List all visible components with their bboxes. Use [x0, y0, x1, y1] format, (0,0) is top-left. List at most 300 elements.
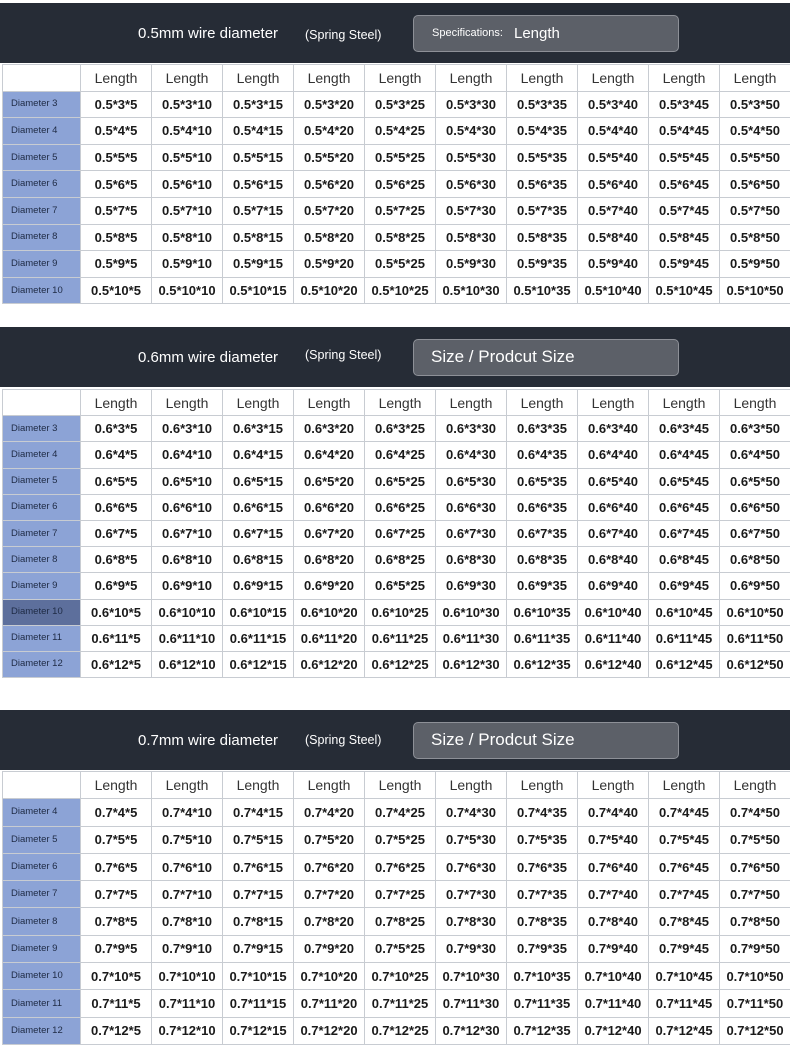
table-row: [3, 1017, 790, 1044]
size-cell: 0.6*6*20: [294, 494, 365, 520]
size-cell: 0.5*9*45: [649, 251, 720, 278]
size-cell: 0.7*6*25: [365, 853, 436, 880]
size-cell: 0.7*9*10: [152, 935, 223, 962]
size-table: [2, 64, 790, 304]
size-cell: 0.5*4*20: [294, 118, 365, 145]
size-cell: 0.6*4*5: [81, 442, 152, 468]
size-cell: 0.6*11*20: [294, 625, 365, 651]
spec-box-value: Size / Prodcut Size: [431, 347, 575, 366]
section-title: 0.7mm wire diameter: [138, 732, 279, 749]
size-cell: 0.7*9*45: [649, 935, 720, 962]
size-cell: 0.7*8*10: [152, 908, 223, 935]
size-cell: 0.7*10*30: [436, 963, 507, 990]
size-cell: 0.5*10*40: [578, 277, 649, 304]
size-cell: 0.5*5*45: [649, 144, 720, 171]
spec-box-value: Size / Prodcut Size: [431, 730, 575, 749]
size-cell: 0.6*8*30: [436, 547, 507, 573]
size-cell: 0.6*7*20: [294, 520, 365, 546]
row-label: Diameter 4: [3, 118, 81, 145]
size-cell: 0.7*9*35: [507, 935, 578, 962]
size-cell: 0.5*5*20: [294, 144, 365, 171]
size-cell: 0.6*10*35: [507, 599, 578, 625]
size-cell: 0.5*7*50: [720, 197, 790, 224]
size-cell: 0.5*6*45: [649, 171, 720, 198]
section-title: 0.6mm wire diameter: [138, 349, 279, 366]
column-header: Length: [365, 772, 436, 799]
table-row: [3, 651, 790, 677]
column-header: Length: [578, 390, 649, 416]
spec-box: [413, 722, 679, 759]
size-cell: 0.6*7*30: [436, 520, 507, 546]
size-cell: 0.6*6*10: [152, 494, 223, 520]
size-cell: 0.5*9*35: [507, 251, 578, 278]
size-cell: 0.5*4*5: [81, 118, 152, 145]
table-row: [3, 468, 790, 494]
row-label: Diameter 9: [3, 935, 81, 962]
column-header: Length: [294, 65, 365, 92]
size-cell: 0.6*5*5: [81, 468, 152, 494]
size-cell: 0.7*6*5: [81, 853, 152, 880]
size-cell: 0.6*4*25: [365, 442, 436, 468]
size-cell: 0.5*3*45: [649, 91, 720, 118]
section-title: 0.5mm wire diameter: [138, 25, 279, 42]
column-header: Length: [507, 772, 578, 799]
table-row: [3, 494, 790, 520]
size-cell: 0.6*10*20: [294, 599, 365, 625]
size-cell: 0.7*6*35: [507, 853, 578, 880]
size-cell: 0.7*7*15: [223, 881, 294, 908]
size-cell: 0.7*4*20: [294, 799, 365, 826]
size-cell: 0.7*4*15: [223, 799, 294, 826]
size-cell: 0.7*12*10: [152, 1017, 223, 1044]
size-cell: 0.6*3*45: [649, 416, 720, 442]
size-cell: 0.6*5*45: [649, 468, 720, 494]
column-header: Length: [81, 772, 152, 799]
size-cell: 0.5*9*5: [81, 251, 152, 278]
size-cell: 0.7*8*35: [507, 908, 578, 935]
table-row: [3, 990, 790, 1017]
size-cell: 0.6*9*5: [81, 573, 152, 599]
size-cell: 0.6*3*10: [152, 416, 223, 442]
size-cell: 0.7*11*40: [578, 990, 649, 1017]
size-cell: 0.7*10*25: [365, 963, 436, 990]
size-cell: 0.6*10*10: [152, 599, 223, 625]
table-row: [3, 91, 790, 118]
table-row: [3, 625, 790, 651]
size-cell: 0.6*3*35: [507, 416, 578, 442]
header-row: [3, 65, 790, 92]
size-cell: 0.5*6*15: [223, 171, 294, 198]
size-cell: 0.5*8*50: [720, 224, 790, 251]
size-cell: 0.5*6*40: [578, 171, 649, 198]
column-header: Length: [720, 390, 790, 416]
material-label: (Spring Steel): [305, 348, 382, 362]
size-cell: 0.7*11*30: [436, 990, 507, 1017]
size-cell: 0.6*12*30: [436, 651, 507, 677]
row-label: Diameter 6: [3, 171, 81, 198]
row-label: Diameter 8: [3, 224, 81, 251]
size-cell: 0.6*7*50: [720, 520, 790, 546]
size-cell: 0.6*3*40: [578, 416, 649, 442]
size-cell: 0.6*7*45: [649, 520, 720, 546]
size-cell: 0.7*11*45: [649, 990, 720, 1017]
corner-cell: [3, 65, 81, 92]
row-label: Diameter 7: [3, 197, 81, 224]
table-row: [3, 547, 790, 573]
size-cell: 0.7*12*45: [649, 1017, 720, 1044]
size-cell: 0.7*7*30: [436, 881, 507, 908]
row-label: Diameter 10: [3, 963, 81, 990]
size-cell: 0.5*9*30: [436, 251, 507, 278]
size-cell: 0.5*7*45: [649, 197, 720, 224]
table-row: [3, 442, 790, 468]
size-cell: 0.7*5*10: [152, 826, 223, 853]
column-header: Length: [649, 390, 720, 416]
row-label: Diameter 9: [3, 251, 81, 278]
size-cell: 0.6*11*35: [507, 625, 578, 651]
size-cell: 0.7*6*15: [223, 853, 294, 880]
size-cell: 0.6*12*40: [578, 651, 649, 677]
size-cell: 0.7*12*40: [578, 1017, 649, 1044]
table-row: [3, 573, 790, 599]
size-cell: 0.7*11*35: [507, 990, 578, 1017]
size-cell: 0.6*3*25: [365, 416, 436, 442]
table-row: [3, 963, 790, 990]
row-label: Diameter 10: [3, 599, 81, 625]
size-cell: 0.7*12*35: [507, 1017, 578, 1044]
size-cell: 0.5*4*30: [436, 118, 507, 145]
size-cell: 0.6*9*50: [720, 573, 790, 599]
size-cell: 0.7*7*45: [649, 881, 720, 908]
size-cell: 0.5*8*30: [436, 224, 507, 251]
size-cell: 0.6*11*30: [436, 625, 507, 651]
size-cell: 0.6*5*25: [365, 468, 436, 494]
size-cell: 0.7*5*40: [578, 826, 649, 853]
size-cell: 0.5*5*30: [436, 144, 507, 171]
column-header: Length: [294, 772, 365, 799]
size-cell: 0.5*8*35: [507, 224, 578, 251]
size-cell: 0.6*11*25: [365, 625, 436, 651]
size-cell: 0.5*6*20: [294, 171, 365, 198]
size-cell: 0.7*8*45: [649, 908, 720, 935]
size-cell: 0.7*5*30: [436, 826, 507, 853]
size-cell: 0.7*10*45: [649, 963, 720, 990]
size-cell: 0.6*12*45: [649, 651, 720, 677]
size-cell: 0.6*10*5: [81, 599, 152, 625]
size-cell: 0.7*10*50: [720, 963, 790, 990]
size-cell: 0.7*5*45: [649, 826, 720, 853]
size-cell: 0.7*7*40: [578, 881, 649, 908]
size-cell: 0.7*7*5: [81, 881, 152, 908]
size-cell: 0.6*3*15: [223, 416, 294, 442]
table-row: [3, 908, 790, 935]
size-cell: 0.7*12*15: [223, 1017, 294, 1044]
size-cell: 0.6*10*40: [578, 599, 649, 625]
size-cell: 0.6*8*20: [294, 547, 365, 573]
corner-cell: [3, 772, 81, 799]
size-cell: 0.7*12*5: [81, 1017, 152, 1044]
table-row: [3, 277, 790, 304]
row-label: Diameter 11: [3, 625, 81, 651]
row-label: Diameter 4: [3, 442, 81, 468]
size-cell: 0.6*8*40: [578, 547, 649, 573]
size-cell: 0.6*11*5: [81, 625, 152, 651]
size-cell: 0.5*9*40: [578, 251, 649, 278]
size-cell: 0.5*7*35: [507, 197, 578, 224]
size-cell: 0.5*7*20: [294, 197, 365, 224]
size-cell: 0.7*5*25: [365, 935, 436, 962]
size-cell: 0.6*6*5: [81, 494, 152, 520]
size-cell: 0.7*4*40: [578, 799, 649, 826]
table-row: [3, 520, 790, 546]
table-row: [3, 881, 790, 908]
size-table: [2, 389, 790, 678]
size-cell: 0.7*4*5: [81, 799, 152, 826]
size-cell: 0.6*10*45: [649, 599, 720, 625]
column-header: Length: [81, 65, 152, 92]
size-cell: 0.5*3*25: [365, 91, 436, 118]
column-header: Length: [720, 772, 790, 799]
size-cell: 0.5*4*40: [578, 118, 649, 145]
table-row: [3, 826, 790, 853]
size-cell: 0.5*3*30: [436, 91, 507, 118]
size-cell: 0.5*3*20: [294, 91, 365, 118]
size-cell: 0.5*9*15: [223, 251, 294, 278]
row-label: Diameter 3: [3, 91, 81, 118]
column-header: Length: [649, 65, 720, 92]
size-cell: 0.6*9*10: [152, 573, 223, 599]
size-cell: 0.5*9*50: [720, 251, 790, 278]
size-cell: 0.6*8*45: [649, 547, 720, 573]
size-cell: 0.6*10*15: [223, 599, 294, 625]
size-cell: 0.7*4*45: [649, 799, 720, 826]
size-cell: 0.5*3*50: [720, 91, 790, 118]
size-cell: 0.5*10*15: [223, 277, 294, 304]
column-header: Length: [365, 65, 436, 92]
size-cell: 0.6*3*5: [81, 416, 152, 442]
size-cell: 0.5*3*15: [223, 91, 294, 118]
table-row: [3, 171, 790, 198]
size-cell: 0.5*5*50: [720, 144, 790, 171]
section-header: [0, 3, 790, 63]
size-cell: 0.7*7*10: [152, 881, 223, 908]
row-label: Diameter 6: [3, 494, 81, 520]
column-header: Length: [507, 65, 578, 92]
column-header: Length: [152, 65, 223, 92]
size-cell: 0.5*5*10: [152, 144, 223, 171]
size-cell: 0.6*6*45: [649, 494, 720, 520]
size-cell: 0.5*5*15: [223, 144, 294, 171]
row-label: Diameter 8: [3, 908, 81, 935]
row-label: Diameter 5: [3, 468, 81, 494]
size-cell: 0.6*6*25: [365, 494, 436, 520]
size-cell: 0.6*12*5: [81, 651, 152, 677]
size-cell: 0.5*4*15: [223, 118, 294, 145]
size-cell: 0.7*8*50: [720, 908, 790, 935]
size-cell: 0.7*11*5: [81, 990, 152, 1017]
size-cell: 0.7*5*50: [720, 826, 790, 853]
size-cell: 0.6*10*25: [365, 599, 436, 625]
size-cell: 0.5*10*50: [720, 277, 790, 304]
size-cell: 0.7*5*20: [294, 826, 365, 853]
size-cell: 0.6*5*10: [152, 468, 223, 494]
size-cell: 0.5*7*15: [223, 197, 294, 224]
size-cell: 0.5*6*10: [152, 171, 223, 198]
size-cell: 0.5*8*25: [365, 224, 436, 251]
size-cell: 0.7*6*50: [720, 853, 790, 880]
size-cell: 0.7*8*5: [81, 908, 152, 935]
size-cell: 0.6*4*15: [223, 442, 294, 468]
size-cell: 0.7*10*5: [81, 963, 152, 990]
size-cell: 0.7*8*20: [294, 908, 365, 935]
size-cell: 0.7*8*15: [223, 908, 294, 935]
size-cell: 0.5*3*35: [507, 91, 578, 118]
size-cell: 0.7*11*50: [720, 990, 790, 1017]
size-cell: 0.7*11*25: [365, 990, 436, 1017]
size-cell: 0.7*8*25: [365, 908, 436, 935]
size-cell: 0.5*10*10: [152, 277, 223, 304]
row-label: Diameter 6: [3, 853, 81, 880]
size-cell: 0.6*8*25: [365, 547, 436, 573]
size-cell: 0.5*8*40: [578, 224, 649, 251]
table-row: [3, 799, 790, 826]
size-cell: 0.5*5*25: [365, 144, 436, 171]
column-header: Length: [294, 390, 365, 416]
size-cell: 0.6*9*15: [223, 573, 294, 599]
size-cell: 0.5*5*25: [365, 251, 436, 278]
size-cell: 0.6*3*50: [720, 416, 790, 442]
size-cell: 0.7*9*40: [578, 935, 649, 962]
size-cell: 0.6*7*40: [578, 520, 649, 546]
size-cell: 0.5*8*5: [81, 224, 152, 251]
size-cell: 0.6*12*35: [507, 651, 578, 677]
size-cell: 0.5*10*30: [436, 277, 507, 304]
size-cell: 0.7*6*20: [294, 853, 365, 880]
size-cell: 0.6*7*5: [81, 520, 152, 546]
spec-box: [413, 15, 679, 52]
spec-box-label: Specifications:: [432, 27, 503, 39]
section-07mm: [0, 710, 790, 1060]
size-cell: 0.6*10*30: [436, 599, 507, 625]
size-cell: 0.6*5*35: [507, 468, 578, 494]
size-cell: 0.5*7*40: [578, 197, 649, 224]
size-cell: 0.7*12*50: [720, 1017, 790, 1044]
size-cell: 0.5*6*30: [436, 171, 507, 198]
size-cell: 0.5*6*50: [720, 171, 790, 198]
size-cell: 0.6*11*40: [578, 625, 649, 651]
size-cell: 0.6*9*35: [507, 573, 578, 599]
size-cell: 0.5*5*5: [81, 144, 152, 171]
size-cell: 0.6*6*40: [578, 494, 649, 520]
size-cell: 0.7*6*10: [152, 853, 223, 880]
size-cell: 0.7*11*15: [223, 990, 294, 1017]
size-cell: 0.7*5*35: [507, 826, 578, 853]
size-cell: 0.7*10*20: [294, 963, 365, 990]
size-cell: 0.7*4*50: [720, 799, 790, 826]
size-cell: 0.5*4*45: [649, 118, 720, 145]
size-cell: 0.7*12*20: [294, 1017, 365, 1044]
column-header: Length: [152, 772, 223, 799]
column-header: Length: [578, 772, 649, 799]
row-label: Diameter 12: [3, 1017, 81, 1044]
size-cell: 0.6*3*20: [294, 416, 365, 442]
size-cell: 0.7*9*30: [436, 935, 507, 962]
size-cell: 0.7*12*25: [365, 1017, 436, 1044]
size-cell: 0.6*4*50: [720, 442, 790, 468]
size-cell: 0.6*6*35: [507, 494, 578, 520]
column-header: Length: [223, 772, 294, 799]
size-cell: 0.7*5*15: [223, 826, 294, 853]
row-label: Diameter 11: [3, 990, 81, 1017]
size-cell: 0.6*11*50: [720, 625, 790, 651]
size-cell: 0.5*7*10: [152, 197, 223, 224]
table-row: [3, 144, 790, 171]
size-cell: 0.5*6*5: [81, 171, 152, 198]
size-cell: 0.6*5*20: [294, 468, 365, 494]
size-cell: 0.6*7*25: [365, 520, 436, 546]
section-header: [0, 327, 790, 387]
size-cell: 0.6*4*45: [649, 442, 720, 468]
size-cell: 0.6*5*25: [365, 573, 436, 599]
table-row: [3, 853, 790, 880]
table-row: [3, 118, 790, 145]
size-cell: 0.6*6*50: [720, 494, 790, 520]
size-cell: 0.7*6*30: [436, 853, 507, 880]
corner-cell: [3, 390, 81, 416]
size-cell: 0.5*4*50: [720, 118, 790, 145]
size-cell: 0.5*7*5: [81, 197, 152, 224]
size-cell: 0.5*6*35: [507, 171, 578, 198]
table-row: [3, 251, 790, 278]
size-cell: 0.5*3*10: [152, 91, 223, 118]
size-cell: 0.7*9*20: [294, 935, 365, 962]
size-cell: 0.7*9*50: [720, 935, 790, 962]
size-cell: 0.5*7*30: [436, 197, 507, 224]
spec-box-value: Length: [514, 25, 560, 42]
size-cell: 0.6*4*40: [578, 442, 649, 468]
size-cell: 0.5*10*25: [365, 277, 436, 304]
size-cell: 0.6*5*50: [720, 468, 790, 494]
size-cell: 0.6*8*5: [81, 547, 152, 573]
column-header: Length: [81, 390, 152, 416]
size-cell: 0.6*5*40: [578, 468, 649, 494]
column-header: Length: [223, 390, 294, 416]
section-header: [0, 710, 790, 770]
column-header: Length: [436, 390, 507, 416]
size-cell: 0.7*5*5: [81, 826, 152, 853]
size-cell: 0.6*8*35: [507, 547, 578, 573]
size-cell: 0.5*4*25: [365, 118, 436, 145]
size-cell: 0.7*7*25: [365, 881, 436, 908]
size-cell: 0.6*12*20: [294, 651, 365, 677]
size-cell: 0.6*8*10: [152, 547, 223, 573]
column-header: Length: [436, 65, 507, 92]
size-cell: 0.5*9*10: [152, 251, 223, 278]
size-cell: 0.5*10*35: [507, 277, 578, 304]
table-row: [3, 935, 790, 962]
size-cell: 0.6*7*35: [507, 520, 578, 546]
size-cell: 0.7*5*25: [365, 826, 436, 853]
size-cell: 0.5*4*35: [507, 118, 578, 145]
size-cell: 0.6*12*25: [365, 651, 436, 677]
size-cell: 0.7*10*15: [223, 963, 294, 990]
size-cell: 0.7*7*35: [507, 881, 578, 908]
section-06mm: [0, 327, 790, 689]
size-cell: 0.6*5*30: [436, 468, 507, 494]
size-cell: 0.6*10*50: [720, 599, 790, 625]
size-cell: 0.6*4*20: [294, 442, 365, 468]
size-cell: 0.7*6*45: [649, 853, 720, 880]
